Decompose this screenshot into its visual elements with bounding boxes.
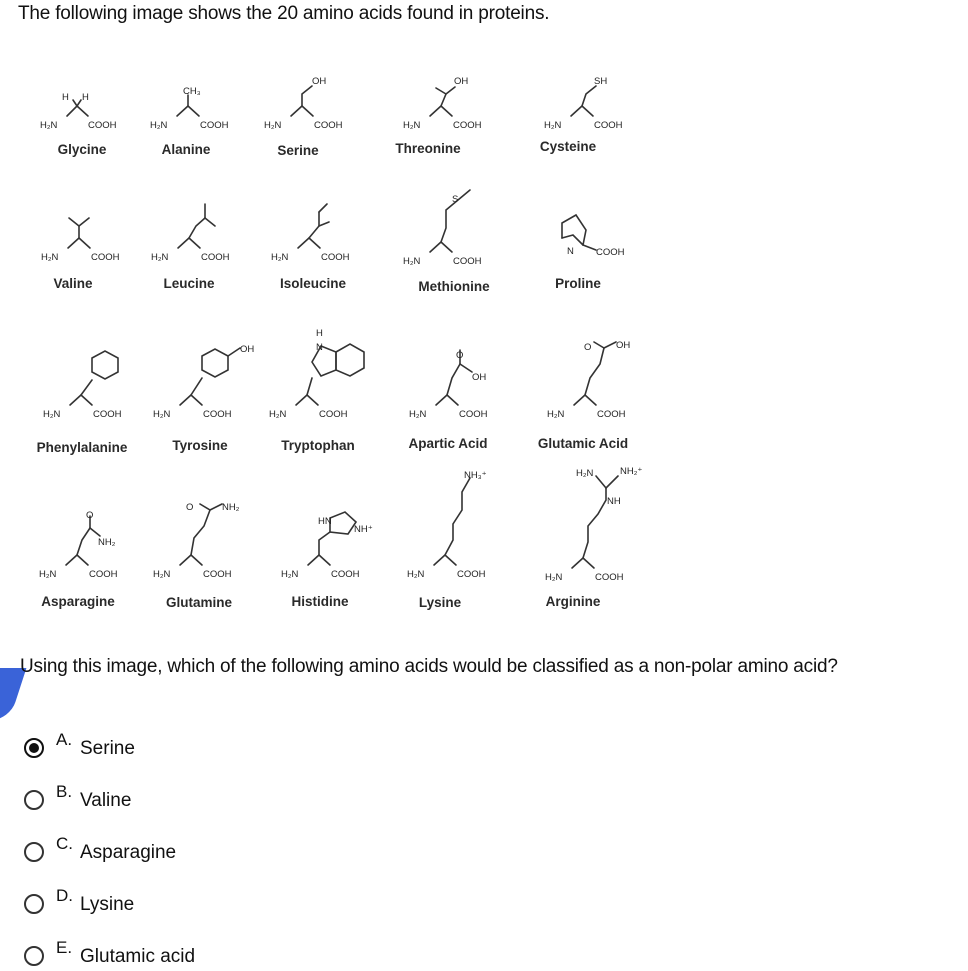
amino-acid-name: Isoleucine bbox=[279, 276, 347, 291]
option-label: Lysine bbox=[80, 894, 135, 915]
intro-text: The following image shows the 20 amino acids found in proteins. bbox=[18, 3, 550, 24]
svg-text:COOH: COOH bbox=[93, 409, 122, 420]
svg-text:H: H bbox=[62, 92, 69, 103]
amino-acid-name: Histidine bbox=[291, 594, 349, 609]
amino-acid-name: Cysteine bbox=[539, 139, 597, 154]
option-letter: A. bbox=[56, 730, 73, 749]
svg-text:H₂N: H₂N bbox=[271, 252, 289, 263]
amino-acid-name: Leucine bbox=[163, 276, 215, 291]
svg-text:COOH: COOH bbox=[595, 572, 624, 583]
svg-text:COOH: COOH bbox=[331, 569, 360, 580]
amino-acid-name: Phenylalanine bbox=[36, 440, 128, 455]
amino-acid-name: Asparagine bbox=[41, 594, 115, 609]
svg-text:H₂N: H₂N bbox=[41, 252, 59, 263]
svg-text:COOH: COOH bbox=[453, 120, 482, 131]
svg-text:COOH: COOH bbox=[597, 409, 626, 420]
option-a[interactable] bbox=[24, 732, 424, 762]
svg-text:OH: OH bbox=[312, 76, 327, 87]
svg-text:COOH: COOH bbox=[596, 247, 625, 258]
svg-text:COOH: COOH bbox=[88, 120, 117, 131]
svg-text:O: O bbox=[86, 510, 94, 521]
svg-text:H₂N: H₂N bbox=[544, 120, 562, 131]
option-a-radio[interactable] bbox=[24, 738, 44, 758]
option-c[interactable] bbox=[24, 836, 424, 866]
option-e[interactable] bbox=[24, 940, 424, 970]
svg-text:H: H bbox=[316, 328, 323, 339]
amino-acid-name: Lysine bbox=[418, 595, 462, 610]
svg-text:H₂N: H₂N bbox=[545, 572, 563, 583]
svg-text:H₂N: H₂N bbox=[153, 409, 171, 420]
amino-acid-name: Glutamic Acid bbox=[537, 436, 629, 451]
question-text: Using this image, which of the following amino acids would be classified as a non-polar amino acid? bbox=[20, 656, 838, 677]
amino-acid-name: Glycine bbox=[57, 142, 107, 157]
svg-text:H₂N: H₂N bbox=[409, 409, 427, 420]
option-c-radio[interactable] bbox=[24, 842, 44, 862]
option-letter: C. bbox=[56, 834, 73, 853]
amino-acid-name: Alanine bbox=[161, 142, 211, 157]
amino-acid-name: Apartic Acid bbox=[408, 436, 488, 451]
option-label: Asparagine bbox=[80, 842, 177, 863]
svg-text:COOH: COOH bbox=[321, 252, 350, 263]
svg-text:COOH: COOH bbox=[457, 569, 486, 580]
svg-text:H₂N: H₂N bbox=[151, 252, 169, 263]
svg-text:OH: OH bbox=[454, 76, 469, 87]
amino-acid-structures bbox=[0, 40, 968, 630]
svg-text:COOH: COOH bbox=[91, 252, 120, 263]
svg-text:COOH: COOH bbox=[459, 409, 488, 420]
svg-text:COOH: COOH bbox=[453, 256, 482, 267]
amino-acid-name: Arginine bbox=[545, 594, 601, 609]
svg-text:O: O bbox=[456, 350, 464, 361]
option-d[interactable] bbox=[24, 888, 424, 918]
amino-acid-figure bbox=[0, 40, 968, 630]
svg-text:H₂N: H₂N bbox=[264, 120, 282, 131]
svg-text:OH: OH bbox=[472, 372, 487, 383]
svg-text:H₂N: H₂N bbox=[153, 569, 171, 580]
amino-acid-name: Methionine bbox=[418, 279, 490, 294]
svg-text:COOH: COOH bbox=[203, 569, 232, 580]
svg-text:CH₃: CH₃ bbox=[183, 86, 201, 97]
svg-text:H: H bbox=[82, 92, 89, 103]
svg-text:H₂N: H₂N bbox=[407, 569, 425, 580]
svg-text:H₂N: H₂N bbox=[269, 409, 287, 420]
svg-text:H₂N: H₂N bbox=[547, 409, 565, 420]
svg-text:COOH: COOH bbox=[314, 120, 343, 131]
option-label: Valine bbox=[80, 790, 132, 811]
option-letter: B. bbox=[56, 782, 73, 801]
svg-text:NH₃⁺: NH₃⁺ bbox=[464, 470, 487, 481]
amino-acid-name: Proline bbox=[555, 276, 601, 291]
svg-text:NH₂: NH₂ bbox=[98, 537, 116, 548]
svg-text:H₂N: H₂N bbox=[43, 409, 61, 420]
option-label: Glutamic acid bbox=[80, 946, 196, 967]
svg-text:H₂N: H₂N bbox=[403, 256, 421, 267]
svg-text:COOH: COOH bbox=[201, 252, 230, 263]
svg-text:OH: OH bbox=[240, 344, 255, 355]
svg-text:NH₂: NH₂ bbox=[222, 502, 240, 513]
amino-acid-name: Valine bbox=[53, 276, 93, 291]
option-letter: D. bbox=[56, 886, 73, 905]
svg-text:O: O bbox=[186, 502, 194, 513]
svg-text:H₂N: H₂N bbox=[403, 120, 421, 131]
svg-text:SH: SH bbox=[594, 76, 608, 87]
svg-text:HN: HN bbox=[318, 516, 332, 527]
svg-text:H₂N: H₂N bbox=[39, 569, 57, 580]
option-b-radio[interactable] bbox=[24, 790, 44, 810]
svg-text:H₂N: H₂N bbox=[576, 468, 594, 479]
svg-text:O: O bbox=[584, 342, 592, 353]
svg-text:N: N bbox=[567, 246, 574, 257]
svg-text:COOH: COOH bbox=[203, 409, 232, 420]
svg-text:NH⁺: NH⁺ bbox=[354, 524, 373, 535]
amino-acid-name: Glutamine bbox=[165, 595, 233, 610]
svg-text:NH: NH bbox=[607, 496, 621, 507]
option-letter: E. bbox=[56, 938, 73, 957]
amino-acid-name: Tyrosine bbox=[172, 438, 228, 453]
svg-text:COOH: COOH bbox=[319, 409, 348, 420]
amino-acid-name: Threonine bbox=[395, 141, 461, 156]
option-b[interactable] bbox=[24, 784, 424, 814]
option-e-radio[interactable] bbox=[24, 946, 44, 966]
svg-text:H₂N: H₂N bbox=[281, 569, 299, 580]
amino-acid-name: Tryptophan bbox=[281, 438, 355, 453]
svg-text:H₂N: H₂N bbox=[150, 120, 168, 131]
amino-acid-name: Serine bbox=[277, 143, 319, 158]
svg-text:N: N bbox=[316, 342, 323, 353]
svg-text:NH₂⁺: NH₂⁺ bbox=[620, 466, 643, 477]
option-label: Serine bbox=[80, 738, 135, 759]
option-d-radio[interactable] bbox=[24, 894, 44, 914]
svg-text:COOH: COOH bbox=[89, 569, 118, 580]
svg-text:S: S bbox=[452, 194, 459, 205]
svg-text:H₂N: H₂N bbox=[40, 120, 58, 131]
svg-text:OH: OH bbox=[616, 340, 631, 351]
svg-text:COOH: COOH bbox=[200, 120, 229, 131]
svg-text:COOH: COOH bbox=[594, 120, 623, 131]
